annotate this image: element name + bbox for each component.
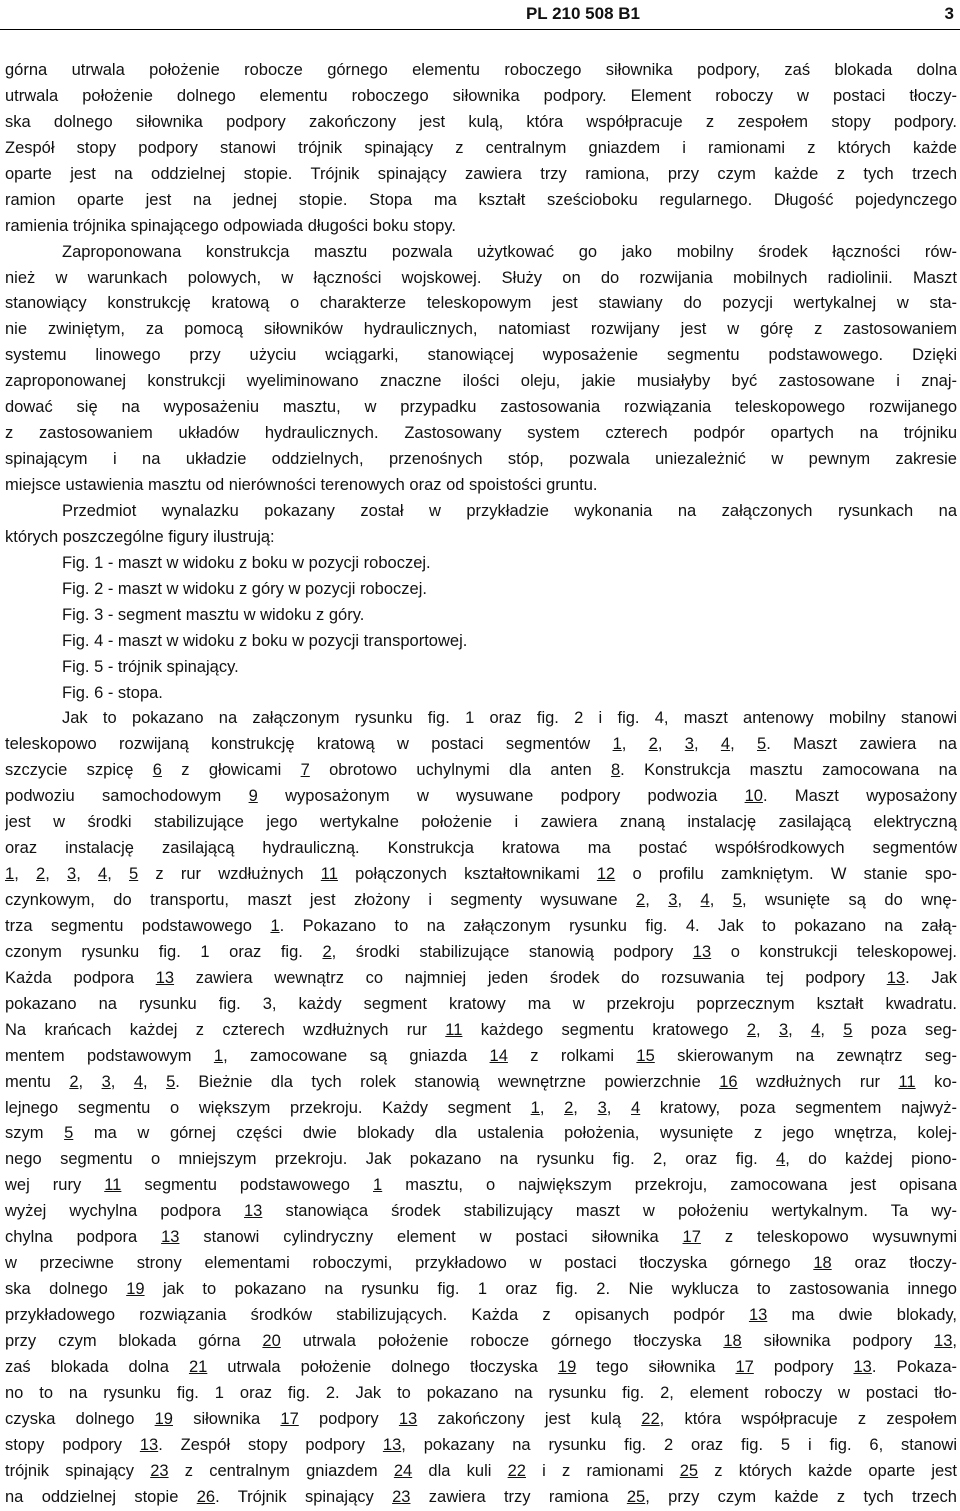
text-line: czynkowym, do transportu, maszt jest złożony i segmenty wysuwane 2, 3, 4, 5, wsunięte są do wnę- [5,891,957,909]
reference-numeral: 4 [631,1098,641,1117]
reference-numeral: 11 [445,1020,463,1039]
text-line: nego segmentu o mniejszym przekroju. Jak pokazano na rysunku fig. 2, oraz fig. 4, do każdej piono- [5,1150,957,1169]
text-line: Fig. 6 - stopa. [62,683,163,702]
text-line: nież w warunkach polowych, w łączności wojskowej. Służy on do rozwijania mobilnych radiolinii. Maszt [5,268,957,287]
document-body [5,58,957,1511]
reference-numeral: 5 [732,891,742,909]
reference-numeral: 18 [723,1331,742,1350]
text-line: Jak to pokazano na załączonym rysunku fig. 1 oraz fig. 2 i fig. 4, maszt antenowy mobilny stanowi [62,709,957,728]
text-line: dować się na wyposażeniu masztu, w przypadku zastosowania rozwiązania teleskopowego rozwijanego [5,398,957,417]
reference-numeral: 11 [898,1072,916,1091]
text-line: przykładowego rozwiązania środków stabilizujących. Każda z opisanych podpór 13 ma dwie blokady, [5,1306,957,1324]
reference-numeral: 4 [133,1072,144,1091]
reference-numeral: 13 [748,1306,768,1324]
text-line: Zespół stopy podpory stanowi trójnik spinający z centralnym gniazdem i ramionami z których każde [5,138,957,157]
reference-numeral: 23 [150,1461,169,1480]
text-line: lejnego segmentu o większym przekroju. Każdy segment 1, 2, 3, 4 kratowy, poza segmentem najwyż- [5,1098,957,1117]
text-line: pokazano na rysunku fig. 3, każdy segment kratowy ma w przekroju poprzecznym kształt kwadratu. [5,994,957,1013]
reference-numeral: 2 [746,1020,757,1039]
text-line: utrwala położenie dolnego elementu roboczego siłownika podpory. Element roboczy w postaci tłoczy- [5,86,957,105]
text-line: miejsce ustawienia masztu od nierówności terenowych oraz od spoistości gruntu. [5,476,598,494]
reference-numeral: 3 [668,891,678,909]
reference-numeral: 10 [744,787,763,806]
reference-numeral: 6 [152,761,162,780]
text-line: Na krańcach każdej z czterech wzdłużnych rur 11 każdego segmentu kratowego 2, 3, 4, 5 poza seg- [5,1020,957,1039]
reference-numeral: 17 [280,1409,299,1428]
reference-numeral: 19 [557,1357,577,1376]
reference-numeral: 3 [778,1020,789,1039]
text-line: Fig. 5 - trójnik spinający. [62,657,239,676]
reference-numeral: 9 [248,787,258,806]
text-line: jest w środki stabilizujące jego wertykalne położenie i zawiera znaną instalację zasilającą elektryczną [5,813,957,832]
reference-numeral: 25 [626,1487,646,1506]
reference-numeral: 4 [98,865,108,884]
reference-numeral: 14 [489,1046,508,1065]
reference-numeral: 22 [641,1409,660,1428]
reference-numeral: 1 [373,1176,383,1195]
text-line: szym 5 ma w górnej części dwie blokady dla ustalenia położenia, wysunięte z jego wnętrza, kolej- [5,1124,957,1143]
header-rule [0,29,960,30]
text-line: których poszczególne figury ilustrują: [5,527,275,546]
text-line: górna utrwala położenie robocze górnego elementu roboczego siłownika podpory, zaś blokada dolna [5,61,957,79]
reference-numeral: 25 [679,1461,699,1480]
reference-numeral: 13 [155,968,175,987]
text-line: Przedmiot wynalazku pokazany został w przykładzie wykonania na załączonych rysunkach na [62,501,957,520]
text-line: stanowiący konstrukcję kratową o charakterze teleskopowym jest stawiany do pozycji wertykalnej w sta- [5,294,957,313]
text-line: czonym rysunku fig. 1 oraz fig. 2, środki stabilizujące stanowią podpory 13 o konstrukcji teleskopowej. [5,942,957,961]
text-line: Fig. 1 - maszt w widoku z boku w pozycji roboczej. [62,553,431,572]
reference-numeral: 2 [636,891,646,909]
text-line: zaś blokada dolna 21 utrwala położenie dolnego tłoczyska 19 tego siłownika 17 podpory 13. Pokaza- [5,1357,957,1376]
reference-numeral: 18 [813,1254,832,1273]
reference-numeral: 13 [853,1357,872,1376]
text-line: ramienia trójnika spinającego odpowiada długości boku stopy. [5,216,456,235]
reference-numeral: 1 [530,1098,540,1117]
text-line: ska dolnego 19 jak to pokazano na rysunku fig. 1 oraz fig. 2. Nie wyklucza to zastosowania innego [5,1280,957,1299]
text-line: no to na rysunku fig. 1 oraz fig. 2. Jak to pokazano na rysunku fig. 2, element roboczy w postaci tło- [5,1383,957,1402]
reference-numeral: 1 [213,1046,224,1065]
text-line: trza segmentu podstawowego 1. Pokazano to na załączonym rysunku fig. 4. Jak to pokazano na załą- [5,916,957,935]
patent-number: PL 210 508 B1 [525,4,640,23]
reference-numeral: 13 [161,1228,180,1247]
text-line: spinającym i na układzie oddzielnych, przenośnych stóp, pozwala uniezależnić w pewnym zakresie [5,450,957,469]
page-header [0,0,960,30]
text-line: podwoziu samochodowym 9 wyposażonym w wysuwane podpory podwozia 10. Maszt wyposażony [5,787,957,806]
reference-numeral: 2 [564,1098,574,1117]
text-line: 1, 2, 3, 4, 5 z rur wzdłużnych 11 połączonych kształtownikami 12 o profilu zamkniętym. W stanie spo- [5,865,957,884]
text-line: ramion oparte jest na jednej stopie. Stopa ma kształt sześcioboku regularnego. Długość pojedynczego [5,190,957,209]
text-line: w przeciwne strony elementami roboczymi, przykładowo w postaci tłoczyska górnego 18 oraz tłoczy- [5,1254,957,1273]
reference-numeral: 17 [735,1357,754,1376]
reference-numeral: 5 [757,735,767,754]
text-line: czyska dolnego 19 siłownika 17 podpory 13 zakończony jest kulą 22, która współpracuje z zespołem [5,1409,957,1428]
reference-numeral: 21 [188,1357,208,1376]
text-line: oraz instalację zasilającą hydrauliczną. Konstrukcja kratowa ma postać współśrodkowych segmentów [5,839,957,858]
reference-numeral: 1 [5,865,15,884]
reference-numeral: 13 [139,1435,159,1454]
reference-numeral: 5 [64,1124,74,1143]
reference-numeral: 2 [648,735,658,754]
reference-numeral: 17 [682,1228,701,1247]
reference-numeral: 4 [776,1150,786,1169]
text-line: szczycie szpicę 6 z głowicami 7 obrotowo uchylnymi dla anten 8. Konstrukcja masztu zamocowana na [5,761,957,780]
text-line: Fig. 2 - maszt w widoku z góry w pozycji roboczej. [62,579,427,598]
reference-numeral: 12 [596,865,616,884]
reference-numeral: 5 [129,865,139,884]
reference-numeral: 13 [398,1409,418,1428]
text-line: trójnik spinający 23 z centralnym gniazdem 24 dla kuli 22 i z ramionami 25 z których każde oparte jest [5,1461,957,1480]
reference-numeral: 3 [597,1098,607,1117]
reference-numeral: 5 [843,1020,853,1039]
reference-numeral: 22 [507,1461,526,1480]
reference-numeral: 13 [382,1435,402,1454]
reference-numeral: 16 [719,1072,738,1091]
text-line: mentu 2, 3, 4, 5. Bieżnie dla tych rolek stanowią wewnętrzne powierzchnie 16 wzdłużnych rur 11 ko- [5,1072,957,1091]
reference-numeral: 13 [886,968,906,987]
reference-numeral: 1 [270,916,280,935]
reference-numeral: 13 [692,942,712,961]
reference-numeral: 8 [610,761,621,780]
text-line: mentem podstawowym 1, zamocowane są gniazda 14 z rolkami 15 skierowanym na zewnątrz seg- [5,1046,957,1065]
text-line: z zastosowaniem układów hydraulicznych. Zastosowany system czterech podpór opartych na trójniku [5,424,957,443]
reference-numeral: 2 [322,942,332,961]
text-line: Zaproponowana konstrukcja masztu pozwala użytkować go jako mobilny środek łączności rów- [62,242,957,261]
reference-numeral: 3 [101,1072,111,1091]
reference-numeral: 23 [392,1487,411,1506]
text-line: ska dolnego siłownika podpory zakończony jest kulą, która współpracuje z zespołem stopy podpory. [5,112,957,131]
reference-numeral: 24 [393,1461,413,1480]
text-line: na oddzielnej stopie 26. Trójnik spinający 23 zawiera trzy ramiona 25, przy czym każde z tych trzech [5,1487,957,1506]
reference-numeral: 5 [166,1072,176,1091]
text-line: Fig. 4 - maszt w widoku z boku w pozycji transportowej. [62,631,468,650]
text-line: Fig. 3 - segment masztu w widoku z góry. [62,605,365,624]
text-line: wyżej wychylna podpora 13 stanowiąca środek stabilizujący maszt w położeniu wertykalnym. Ta wy- [5,1202,957,1221]
reference-numeral: 15 [636,1046,655,1065]
text-line: nie zwiniętym, za pomocą siłowników hydraulicznych, natomiast rozwijany jest w górę z zastosowaniem [5,320,957,339]
text-line: przy czym blokada górna 20 utrwala położenie robocze górnego tłoczyska 18 siłownika podpory 13, [5,1331,957,1350]
text-line: teleskopowo rozwijaną konstrukcję kratową w postaci segmentów 1, 2, 3, 4, 5. Maszt zawiera na [5,735,957,754]
reference-numeral: 3 [684,735,694,754]
text-line: Każda podpora 13 zawiera wewnątrz co najmniej jeden środek do rozsuwania tej podpory 13. Jak [5,968,957,987]
reference-numeral: 13 [934,1331,953,1350]
reference-numeral: 4 [720,735,731,754]
reference-numeral: 3 [67,865,77,884]
reference-numeral: 1 [612,735,622,754]
text-line: systemu linowego przy użyciu wciągarki, stanowiącej wyposażenie segmentu podstawowego. Dzięki [5,346,957,365]
text-line: wej rury 11 segmentu podstawowego 1 masztu, o największym przekroju, zamocowana jest opisana [5,1176,957,1195]
reference-numeral: 11 [320,865,338,884]
reference-numeral: 26 [196,1487,216,1506]
reference-numeral: 19 [154,1409,173,1428]
text-line: zaproponowanej konstrukcji wyeliminowano znaczne ilości oleju, jakie musiałyby być zastosowane i znaj- [5,372,957,391]
reference-numeral: 7 [300,761,310,780]
text-line: chylna podpora 13 stanowi cylindryczny element w postaci siłownika 17 z teleskopowo wysuwnymi [5,1228,957,1247]
reference-numeral: 13 [244,1202,263,1221]
reference-numeral: 4 [700,891,710,909]
reference-numeral: 4 [811,1020,821,1039]
reference-numeral: 11 [104,1176,122,1195]
reference-numeral: 19 [126,1280,145,1299]
reference-numeral: 2 [36,865,46,884]
reference-numeral: 2 [69,1072,79,1091]
page-number: 3 [944,4,954,23]
text-line: oparte jest na oddzielnej stopie. Trójnik spinający zawiera trzy ramiona, przy czym każde z tych trzech [5,164,957,183]
reference-numeral: 20 [262,1331,281,1350]
text-line: stopy podpory 13. Zespół stopy podpory 13, pokazany na rysunku fig. 2 oraz fig. 5 i fig. 6, stanowi [5,1435,957,1454]
